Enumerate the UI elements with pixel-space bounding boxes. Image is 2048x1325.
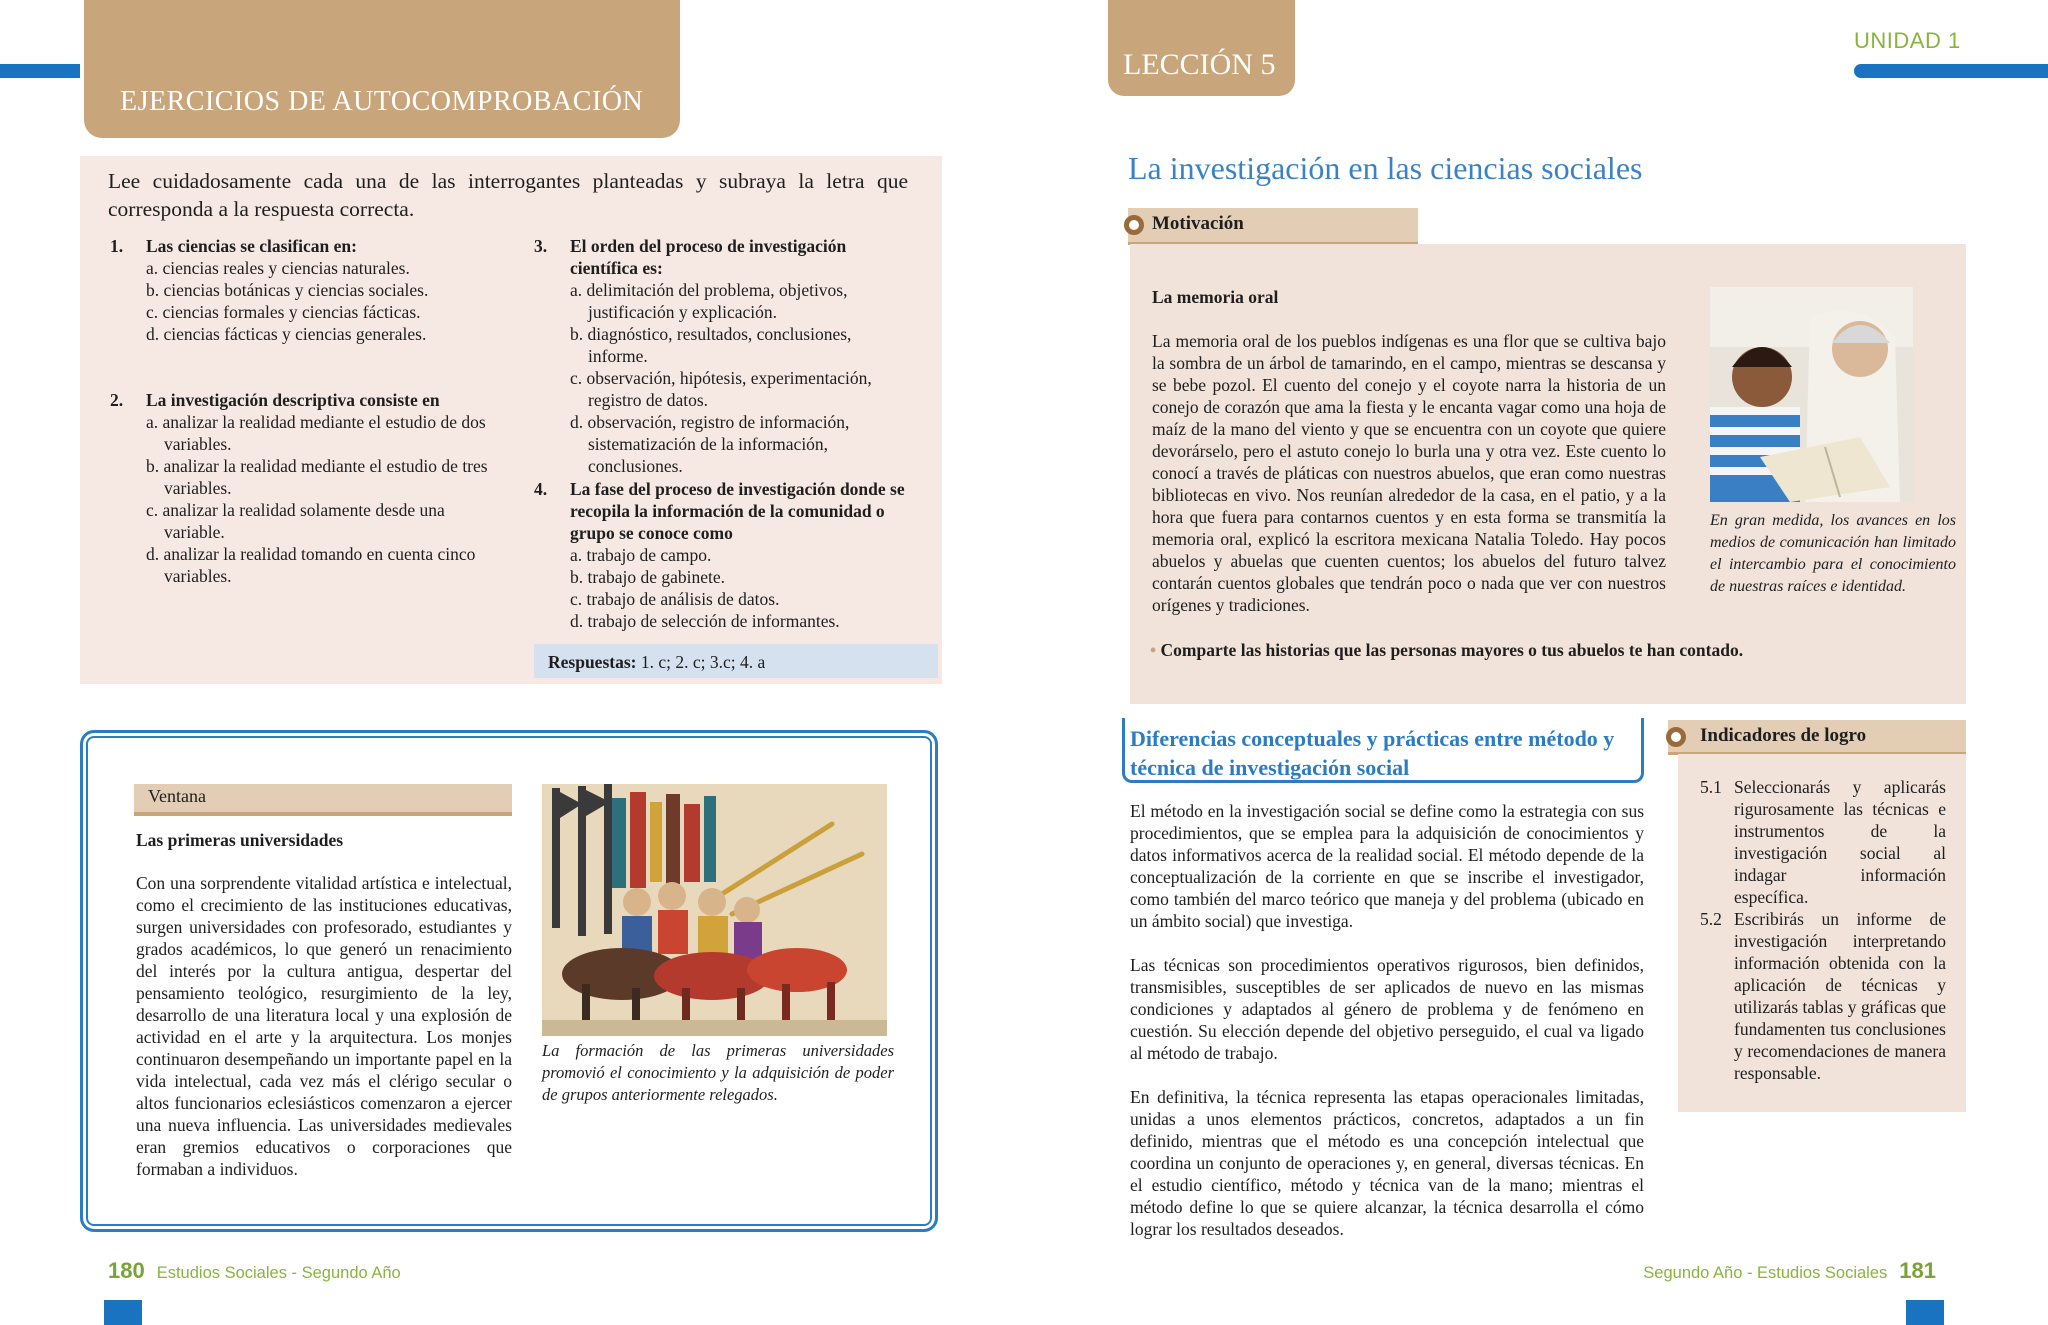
- lesson-title: La investigación en las ciencias sociales: [1128, 150, 1643, 186]
- motivacion-body: La memoria oral de los pueblos indígenas es una flor que se cultiva bajo la sombra de un árbol de tamarindo, en el campo, mientras se descansa y se bebe pozol. El cuento del conejo y el coyote narra la historia de un conejo de corazón que ama la fiesta y le encanta vagar como una hoja de maíz de la mano del viento y que se encuentra con un coyote que quiere devorárselo, pero el astuto conejo lo burla una y otra vez. Este cuento lo conocí a través de pláticas con nuestros abuelos, que eran como nuestras bibliotecas en vivo. Nos reunían alrededor de la casa, en el patio, y a la hora que fuera para contarnos cuentos y en esta forma se transmitía la memoria oral, explicó la escritora mexicana Natalia Toledo. Hay pocos abuelos y abuelas que cuenten cuentos; los abuelos del futuro talvez contarán cuentos globales que tendrán poco o nada que ver con nuestros orígenes y tradiciones.: [1152, 331, 1666, 615]
- motivacion-prompt: [1150, 640, 1743, 661]
- question-option[interactable]: d. trabajo de selección de informantes.: [570, 611, 840, 631]
- answers-line: [548, 652, 765, 673]
- motivacion-subtitle: La memoria oral: [1152, 287, 1279, 307]
- question-option[interactable]: c. trabajo de análisis de datos.: [570, 589, 780, 609]
- indicador-text: Escribirás un informe de investigación interpretando información obtenida con la aplicación de técnicas y utilizarás tablas y gráficas que fundamenten tus conclusiones y recomendaciones de manera responsable.: [1734, 909, 1946, 1083]
- left-corner-square: [104, 1300, 142, 1325]
- answers-value: 1. c; 2. c; 3.c; 4. a: [640, 652, 766, 672]
- right-footer: [1643, 1258, 1936, 1284]
- question-text: La fase del proceso de investigación donde se recopila la información de la comunidad o grupo se conoce como: [570, 479, 905, 543]
- right-corner-square: [1906, 1300, 1944, 1325]
- question-option[interactable]: a. trabajo de campo.: [570, 545, 712, 565]
- question-1: [110, 235, 490, 345]
- section-title: Diferencias conceptuales y prácticas entre método y técnica de investigación social: [1130, 726, 1615, 780]
- question-option[interactable]: d. ciencias fácticas y ciencias generales.: [146, 324, 427, 344]
- question-option[interactable]: a. ciencias reales y ciencias naturales.: [146, 258, 410, 278]
- header-title: EJERCICIOS DE AUTOCOMPROBACIÓN: [120, 86, 644, 117]
- question-option[interactable]: a. delimitación del problema, objetivos, justificación y explicación.: [570, 280, 848, 322]
- indicador-number: 5.2: [1700, 909, 1722, 929]
- indicador-text: Seleccionarás y aplicarás rigurosamente las técnicas e instrumentos de la investigación social al indagar información específica.: [1734, 777, 1946, 907]
- question-option[interactable]: c. observación, hipótesis, experimentación, registro de datos.: [570, 368, 872, 410]
- left-footer: [108, 1258, 401, 1284]
- right-blue-bar: [1854, 64, 2048, 78]
- exercise-intro: Lee cuidadosamente cada una de las interrogantes planteadas y subraya la letra que corresponda a la respuesta correcta.: [108, 169, 908, 221]
- medieval-procession-illustration: [542, 784, 887, 1036]
- question-option[interactable]: d. analizar la realidad tomando en cuenta cinco variables.: [146, 544, 476, 586]
- left-page-number: 180: [108, 1258, 145, 1283]
- question-2: [110, 389, 490, 587]
- section-paragraph: En definitiva, la técnica representa las etapas operacionales limitadas, unidas a unos elementos prácticos, concretos, adaptados a un fin definido, mientras que el método es una concepción intelectual que coordina un conjunto de operaciones y, en general, diversas técnicas. En el estudio científico, método y técnica van de la mano; mientras el método define lo que se quiere alcanzar, la técnica desarrolla el cómo lograr los resultados deseados.: [1130, 1087, 1644, 1239]
- right-page-number: 181: [1899, 1258, 1936, 1283]
- ventana-label: Ventana: [148, 786, 206, 806]
- motivacion-image-caption: En gran medida, los avances en los medios de comunicación han limitado el intercambio para el conocimiento de nuestras raíces e identidad.: [1710, 512, 1956, 595]
- indicadores-label: Indicadores de logro: [1700, 725, 1867, 746]
- indicador-item: [1700, 908, 1946, 1084]
- question-number: 4.: [534, 479, 548, 499]
- left-blue-bar: [0, 64, 80, 78]
- bullet-dot-icon: •: [1150, 640, 1157, 660]
- section-body: [1130, 800, 1644, 1240]
- answers-label: Respuestas:: [548, 652, 637, 672]
- ventana-subtitle: Las primeras universidades: [136, 830, 344, 850]
- section-paragraph: El método en la investigación social se define como la estrategia con sus procedimientos, que se emplea para la adquisición de conocimientos y datos informativos acerca de la realidad social. El método depende de la conceptualización de la corriente en que se inscribe el investigador, como también del marco teórico que maneja y del problema (ubicado en un ámbito social) que investiga.: [1130, 801, 1644, 931]
- question-text: La investigación descriptiva consiste en: [146, 390, 440, 410]
- question-3: [534, 235, 914, 477]
- indicador-item: [1700, 776, 1946, 908]
- question-option[interactable]: b. ciencias botánicas y ciencias sociales.: [146, 280, 429, 300]
- section-paragraph: Las técnicas son procedimientos operativos rigurosos, bien definidos, transmisibles, susceptibles de ser aplicados de nuevo en las mismas condiciones y adaptados al género de problema y de fenómeno en cuestión. Su elección depende del objetivo perseguido, el cual va ligado al método de trabajo.: [1130, 955, 1644, 1063]
- indicador-number: 5.1: [1700, 777, 1722, 797]
- question-option[interactable]: b. analizar la realidad mediante el estudio de tres variables.: [146, 456, 488, 498]
- question-number: 1.: [110, 236, 124, 256]
- question-option[interactable]: c. analizar la realidad solamente desde una variable.: [146, 500, 445, 542]
- question-option[interactable]: c. ciencias formales y ciencias fácticas.: [146, 302, 421, 322]
- question-number: 2.: [110, 390, 124, 410]
- lesson-tab-title: LECCIÓN 5: [1123, 48, 1276, 81]
- motivacion-prompt-text: Comparte las historias que las personas mayores o tus abuelos te han contado.: [1160, 640, 1744, 660]
- grandmother-reading-photo: [1710, 287, 1913, 502]
- question-option[interactable]: b. trabajo de gabinete.: [570, 567, 726, 587]
- left-footer-text: Estudios Sociales - Segundo Año: [156, 1264, 401, 1282]
- question-text: Las ciencias se clasifican en:: [146, 236, 357, 256]
- unit-label: UNIDAD 1: [1854, 28, 1961, 53]
- question-4: [534, 478, 914, 632]
- ventana-body: Con una sorprendente vitalidad artística e intelectual, como el crecimiento de las instituciones educativas, surgen universidades con profesorado, estudiantes y grados académicos, lo que generó un renacimiento del interés por la cultura antigua, despertar del pensamiento teológico, resurgimiento de la ley, desarrollo de una literatura local y una explosión de actividad en el arte y la arquitectura. Los monjes continuaron desempeñando un importante papel en la vida intelectual, cada vez más el clérigo secular o altos funcionarios eclesiásticos comenzaron a ejercer una nueva influencia. Las universidades medievales eran gremios educativos o corporaciones que formaban a individuos.: [136, 873, 512, 1179]
- question-number: 3.: [534, 236, 548, 256]
- question-option[interactable]: d. observación, registro de información, sistematización de la información, conclusiones.: [570, 412, 850, 476]
- question-option[interactable]: a. analizar la realidad mediante el estudio de dos variables.: [146, 412, 486, 454]
- right-footer-text: Segundo Año - Estudios Sociales: [1643, 1264, 1888, 1282]
- question-text: El orden del proceso de investigación científica es:: [570, 236, 847, 278]
- bullet-circle-icon: [1124, 215, 1144, 235]
- motivacion-label: Motivación: [1152, 213, 1244, 234]
- ventana-image-caption: La formación de las primeras universidades promovió el conocimiento y la adquisición de poder de grupos anteriormente relegados.: [542, 1041, 894, 1104]
- bullet-circle-icon: [1666, 727, 1686, 747]
- question-option[interactable]: b. diagnóstico, resultados, conclusiones, informe.: [570, 324, 852, 366]
